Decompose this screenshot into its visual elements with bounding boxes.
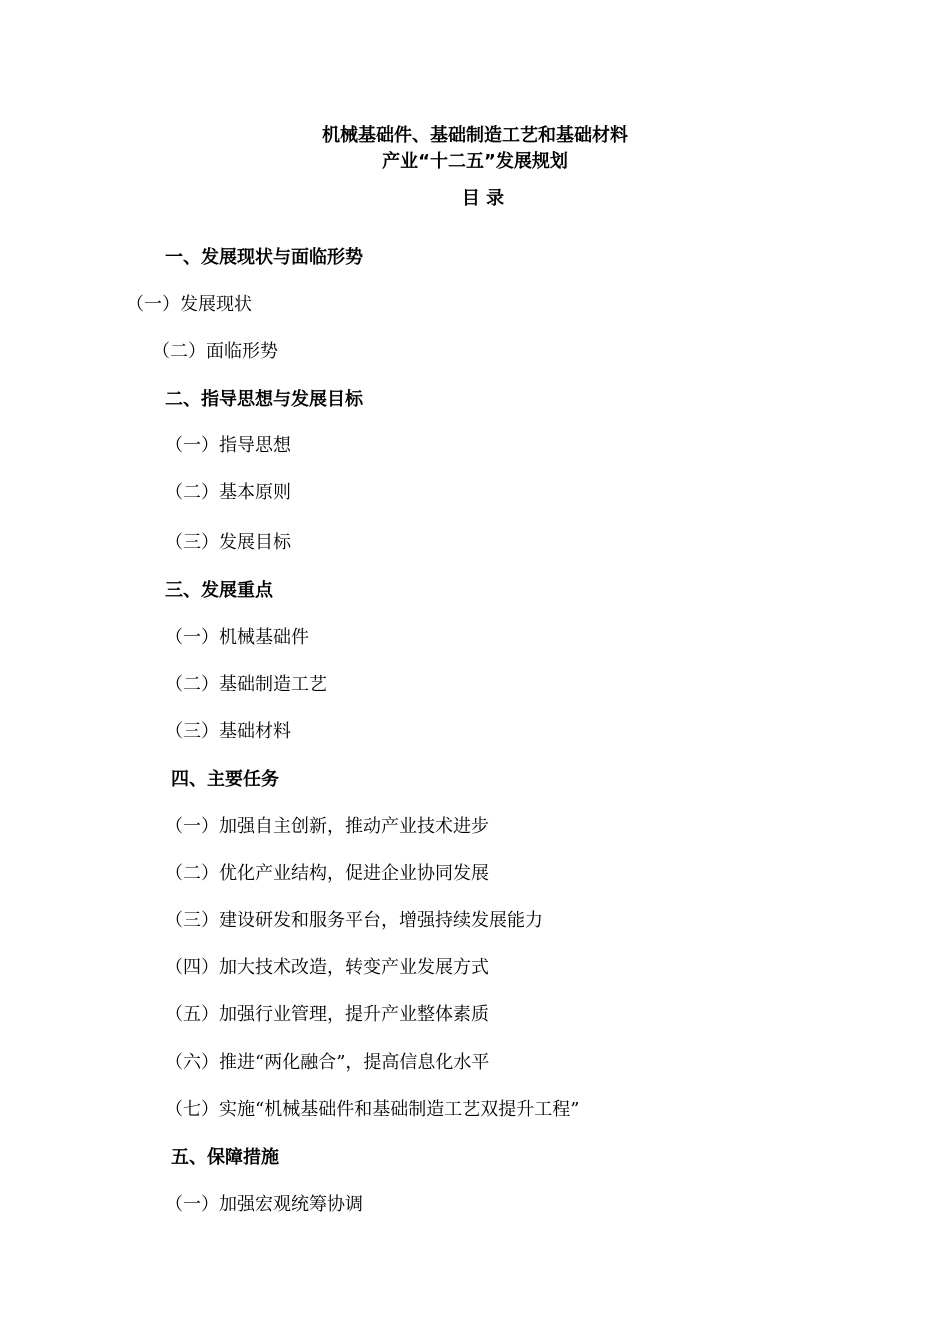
toc-section-4: 四、主要任务 bbox=[171, 769, 279, 790]
toc-subsection-4-4: （四）加大技术改造，转变产业发展方式 bbox=[165, 957, 489, 978]
toc-subsection-3-2: （二）基础制造工艺 bbox=[165, 674, 327, 695]
toc-subsection-4-3: （三）建设研发和服务平台，增强持续发展能力 bbox=[165, 910, 543, 931]
toc-subsection-5-1: （一）加强宏观统筹协调 bbox=[165, 1194, 363, 1215]
toc-subsection-2-1: （一）指导思想 bbox=[165, 435, 291, 456]
toc-section-1: 一、发展现状与面临形势 bbox=[165, 247, 363, 268]
toc-section-2: 二、指导思想与发展目标 bbox=[165, 389, 363, 410]
toc-section-5: 五、保障措施 bbox=[171, 1147, 279, 1168]
toc-subsection-3-1: （一）机械基础件 bbox=[165, 627, 309, 648]
toc-subsection-1-1: （一）发展现状 bbox=[126, 294, 252, 315]
document-title-line-1: 机械基础件、基础制造工艺和基础材料 bbox=[322, 125, 628, 146]
toc-heading: 目 录 bbox=[461, 188, 505, 209]
toc-subsection-2-3: （三）发展目标 bbox=[165, 532, 291, 553]
toc-subsection-2-2: （二）基本原则 bbox=[165, 482, 291, 503]
toc-subsection-4-1: （一）加强自主创新，推动产业技术进步 bbox=[165, 816, 489, 837]
document-title-line-2: 产业“十二五”发展规划 bbox=[382, 151, 568, 172]
toc-subsection-4-5: （五）加强行业管理，提升产业整体素质 bbox=[165, 1004, 489, 1025]
toc-subsection-3-3: （三）基础材料 bbox=[165, 721, 291, 742]
toc-section-3: 三、发展重点 bbox=[165, 580, 273, 601]
toc-subsection-1-2: （二）面临形势 bbox=[152, 341, 278, 362]
toc-subsection-4-6: （六）推进“两化融合”，提高信息化水平 bbox=[165, 1052, 490, 1073]
toc-subsection-4-7: （七）实施“机械基础件和基础制造工艺双提升工程” bbox=[165, 1099, 580, 1120]
toc-subsection-4-2: （二）优化产业结构，促进企业协同发展 bbox=[165, 863, 489, 884]
